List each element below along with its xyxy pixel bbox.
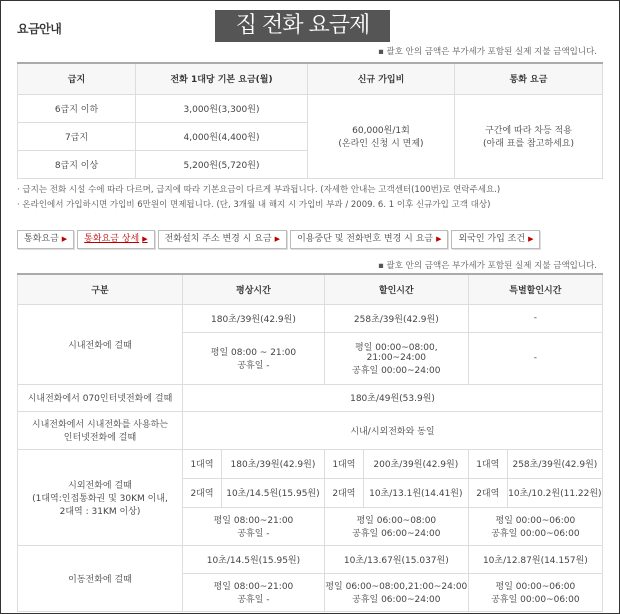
time-cell xyxy=(324,507,468,545)
time-holiday: 공휴일 - xyxy=(237,361,270,371)
fee-cell: 3,000원(3,300원) xyxy=(136,94,308,122)
time-holiday: 공휴일 06:00~24:00 xyxy=(352,529,441,539)
time-holiday: 공휴일 00:00~06:00 xyxy=(491,595,580,605)
rate-cell: 10초/13.1원(14.41원) xyxy=(363,478,468,507)
tab-label: 통화요금 xyxy=(24,234,59,244)
tab-label: 통화요금 상세 xyxy=(84,234,140,244)
join-fee-amount: 60,000원/1회 xyxy=(352,126,410,136)
rate-cell: 180초/39원(42.9원) xyxy=(183,304,325,332)
rate-cell: 10초/14.5원(15.95원) xyxy=(183,545,325,573)
time-weekday-cont: 21:00~24:00 xyxy=(366,353,427,363)
table-row xyxy=(18,94,603,122)
grade-cell: 6급지 이하 xyxy=(18,94,136,122)
tab-foreigner[interactable] xyxy=(451,230,540,249)
chevron-right-icon: ▶ xyxy=(274,235,281,243)
time-cell: - xyxy=(468,332,602,384)
row-label xyxy=(18,411,183,449)
table-row xyxy=(18,411,603,449)
rate-cell: 200초/39원(42.9원) xyxy=(363,449,468,478)
time-holiday: 공휴일 06:00~24:00 xyxy=(352,595,441,605)
chevron-right-icon: ▶ xyxy=(142,235,148,243)
time-weekday: 평일 00:00~06:00 xyxy=(495,516,576,526)
col-basic-fee: 전화 1대당 기본 요금(월) xyxy=(136,63,308,94)
col-discount-time: 할인시간 xyxy=(324,274,468,304)
tab-bar xyxy=(17,230,540,249)
row-label-line: 시외전화에 걸때 xyxy=(68,480,132,491)
rate-cell: 180초/49원(53.9원) xyxy=(183,384,603,411)
band-cell: 1대역 xyxy=(183,449,222,478)
time-weekday: 평일 06:00~08:00 xyxy=(356,516,437,526)
table-row xyxy=(18,449,603,478)
col-join-fee: 신규 가입비 xyxy=(308,63,455,94)
time-holiday: 공휴일 00:00~06:00 xyxy=(491,529,580,539)
time-weekday: 평일 08:00 ~ 21:00 xyxy=(210,348,297,358)
time-cell xyxy=(468,573,602,611)
time-holiday: 공휴일 - xyxy=(237,529,270,539)
col-call-fee: 통화 요금 xyxy=(455,63,603,94)
section-title: 요금안내 xyxy=(17,22,62,36)
time-cell xyxy=(183,573,325,611)
fee-cell: 5,200원(5,720원) xyxy=(136,150,308,178)
rate-cell: 10초/13.67원(15.037원) xyxy=(324,545,468,573)
col-special-time: 특별할인시간 xyxy=(468,274,602,304)
band-cell: 1대역 xyxy=(324,449,363,478)
call-fee-note: (아래 표를 참고하세요) xyxy=(483,139,574,149)
row-label: 시내전화에 걸때 xyxy=(18,304,183,384)
tab-label: 이용중단 및 전화번호 변경 시 요금 xyxy=(297,234,434,244)
join-fee-note: (온라인 신청 시 면제) xyxy=(338,139,424,149)
tab-suspend-fee[interactable] xyxy=(290,230,448,249)
rate-cell: 258초/39원(42.9원) xyxy=(324,304,468,332)
time-cell xyxy=(468,507,602,545)
row-label-line: 시내전화에서 시내전화를 사용하는 xyxy=(31,420,169,430)
band-cell: 2대역 xyxy=(183,478,222,507)
chevron-right-icon: ▶ xyxy=(61,235,68,243)
base-fee-table xyxy=(17,62,603,179)
call-rate-table xyxy=(17,273,603,612)
time-holiday: 공휴일 00:00~24:00 xyxy=(352,366,441,376)
band-cell: 2대역 xyxy=(468,478,507,507)
rate-cell: 시내/시외전화와 동일 xyxy=(183,411,603,449)
time-weekday: 평일 08:00~21:00 xyxy=(213,582,294,592)
row-label: 시내전화에서 070인터넷전화에 걸때 xyxy=(18,384,183,411)
time-cell xyxy=(324,573,468,611)
call-fee-cell xyxy=(455,94,603,178)
grade-cell: 7급지 xyxy=(18,122,136,150)
call-fee-text: 구간에 따라 차등 적용 xyxy=(485,126,572,136)
rate-cell: - xyxy=(468,304,602,332)
col-category: 구분 xyxy=(18,274,183,304)
rate-cell: 180초/39원(42.9원) xyxy=(222,449,325,478)
time-holiday: 공휴일 - xyxy=(237,595,270,605)
info-bullet: · 온라인에서 가입하시면 가입비 6만원이 면제됩니다. (단, 3개월 내 해지 시 가입비 부과 / 2009. 6. 1 이후 신규가입 고객 대상) xyxy=(17,200,491,210)
time-cell xyxy=(324,332,468,384)
tab-address-change-fee[interactable] xyxy=(158,230,287,249)
rate-cell: 10초/12.87원(14.157원) xyxy=(468,545,602,573)
band-cell: 1대역 xyxy=(468,449,507,478)
rate-cell: 10초/10.2원(11.22원) xyxy=(507,478,602,507)
time-cell xyxy=(183,507,325,545)
row-label: 이동전화에 걸때 xyxy=(18,545,183,611)
time-weekday: 평일 08:00~21:00 xyxy=(213,516,294,526)
time-weekday: 평일 06:00~08:00,21:00~24:00 xyxy=(325,582,468,592)
tab-call-fee-detail[interactable] xyxy=(77,230,154,249)
row-label-line: 2대역 : 31KM 이상) xyxy=(59,506,141,517)
row-label-line: (1대역:인접통화권 및 30KM 이내, xyxy=(32,493,168,504)
tab-label: 전화설치 주소 변경 시 요금 xyxy=(164,234,272,244)
vat-note: ▪ 괄호 안의 금액은 부가세가 포함된 실제 지불 금액입니다. xyxy=(378,47,597,57)
fee-cell: 4,000원(4,400원) xyxy=(136,122,308,150)
col-grade: 급지 xyxy=(18,63,136,94)
page-banner: 집 전화 요금제 xyxy=(215,10,390,42)
table-row xyxy=(18,545,603,573)
chevron-right-icon: ▶ xyxy=(528,235,534,243)
vat-note: ▪ 괄호 안의 금액은 부가세가 포함된 실제 지불 금액입니다. xyxy=(378,261,597,271)
tab-call-fee[interactable] xyxy=(17,230,74,249)
chevron-right-icon: ▶ xyxy=(436,235,442,243)
table-row xyxy=(18,304,603,332)
row-label xyxy=(18,449,183,545)
info-bullet: · 급지는 전화 시설 수에 따라 다르며, 급지에 따라 기본요금이 다르게 부과됩니다. (자세한 안내는 고객센터(100번)로 연락주세요.) xyxy=(17,185,501,195)
time-weekday: 평일 00:00~08:00, xyxy=(355,343,438,353)
join-fee-cell xyxy=(308,94,455,178)
time-cell xyxy=(183,332,325,384)
tab-label: 외국인 가입 조건 xyxy=(458,234,526,244)
row-label-line: 인터넷전화에 걸때 xyxy=(63,433,137,443)
col-normal-time: 평상시간 xyxy=(183,274,325,304)
grade-cell: 8급지 이상 xyxy=(18,150,136,178)
rate-cell: 10초/14.5원(15.95원) xyxy=(222,478,325,507)
table-row xyxy=(18,384,603,411)
time-weekday: 평일 00:00~06:00 xyxy=(495,582,576,592)
band-cell: 2대역 xyxy=(324,478,363,507)
rate-cell: 258초/39원(42.9원) xyxy=(507,449,602,478)
